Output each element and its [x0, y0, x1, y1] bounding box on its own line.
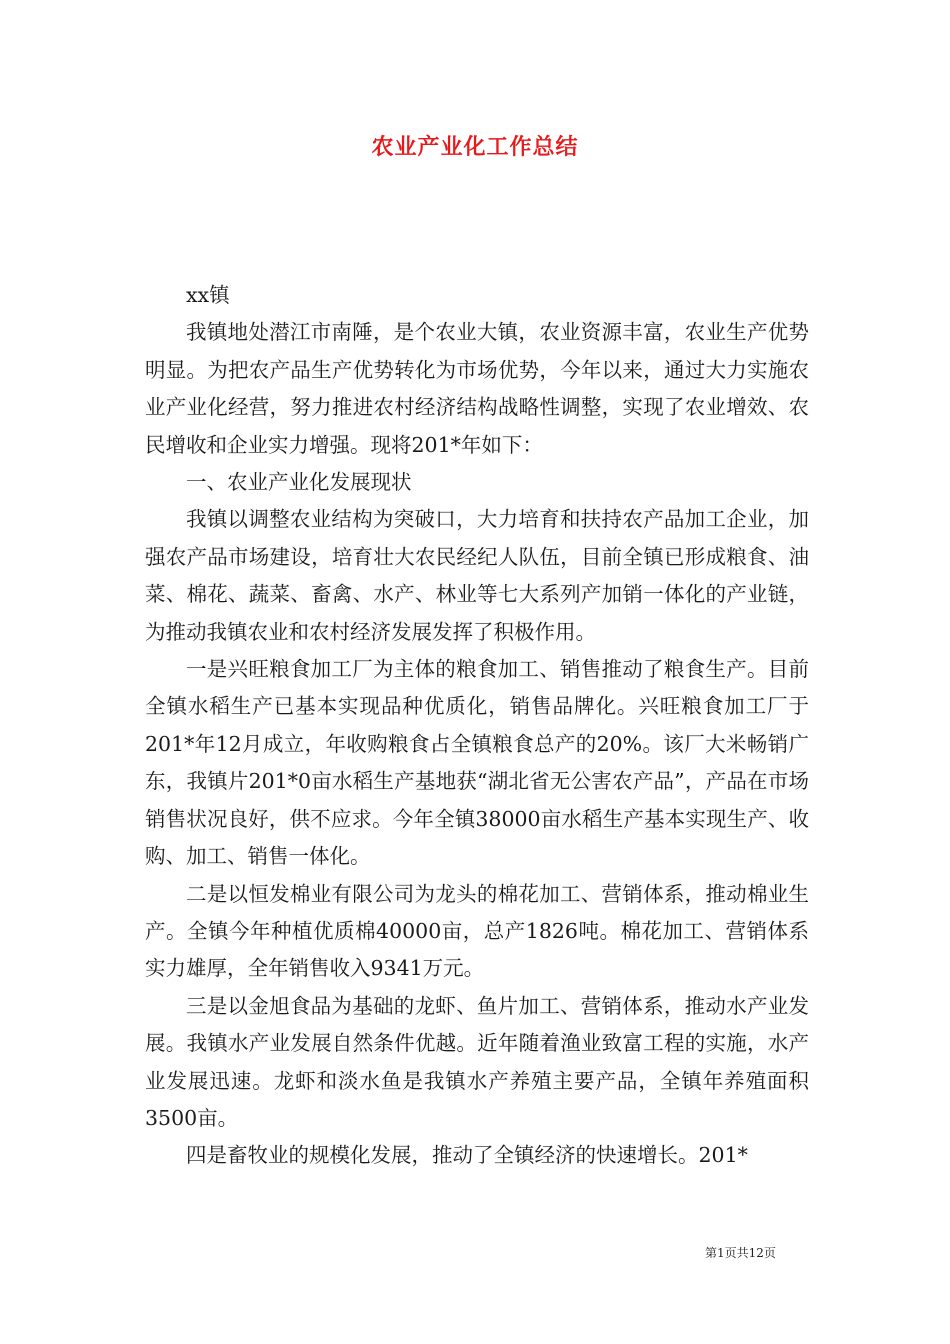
paragraph: 我镇以调整农业结构为突破口，大力培育和扶持农产品加工企业，加强农产品市场建设，培育壮大农民经纪人队伍，目前全镇已形成粮食、油菜、棉花、蔬菜、畜禽、水产、林业等七大系列产加销一体化的产业链，为推动我镇农业和农村经济发展发挥了积极作用。 — [145, 507, 809, 644]
paragraph: xx镇 — [186, 283, 230, 307]
paragraph: 二是以恒发棉业有限公司为龙头的棉花加工、营销体系，推动棉业生产。全镇今年种植优质棉40000亩，总产1826吨。棉花加工、营销体系实力雄厚，全年销售收入9341万元。 — [145, 881, 809, 981]
paragraph: 我镇地处潜江市南陲，是个农业大镇，农业资源丰富，农业生产优势明显。为把农产品生产优势转化为市场优势，今年以来，通过大力实施农业产业化经营，努力推进农村经济结构战略性调整，实现了农业增效、农民增收和企业实力增强。现将201*年如下： — [145, 320, 809, 457]
document-title: 农业产业化工作总结 — [371, 135, 579, 160]
paragraph: 一是兴旺粮食加工厂为主体的粮食加工、销售推动了粮食生产。目前全镇水稻生产已基本实现品种优质化，销售品牌化。兴旺粮食加工厂于201*年12月成立，年收购粮食占全镇粮食总产的20%。该厂大米畅销广东，我镇片201*0亩水稻生产基地获“湖北省无公害农产品”，产品在市场销售状况良好，供不应求。今年全镇38000亩水稻生产基本实现生产、收购、加工、销售一体化。 — [145, 657, 809, 869]
section-heading: 一、农业产业化发展现状 — [186, 470, 412, 495]
paragraph: 三是以金旭食品为基础的龙虾、鱼片加工、营销体系，推动水产业发展。我镇水产业发展自然条件优越。近年随着渔业致富工程的实施，水产业发展迅速。龙虾和淡水鱼是我镇水产养殖主要产品，全镇年养殖面积3500亩。 — [145, 993, 809, 1130]
document-body — [145, 277, 809, 1175]
paragraph: 四是畜牧业的规模化发展，推动了全镇经济的快速增长。201* — [186, 1143, 748, 1168]
page-number: 第1页共12页 — [705, 1246, 776, 1260]
